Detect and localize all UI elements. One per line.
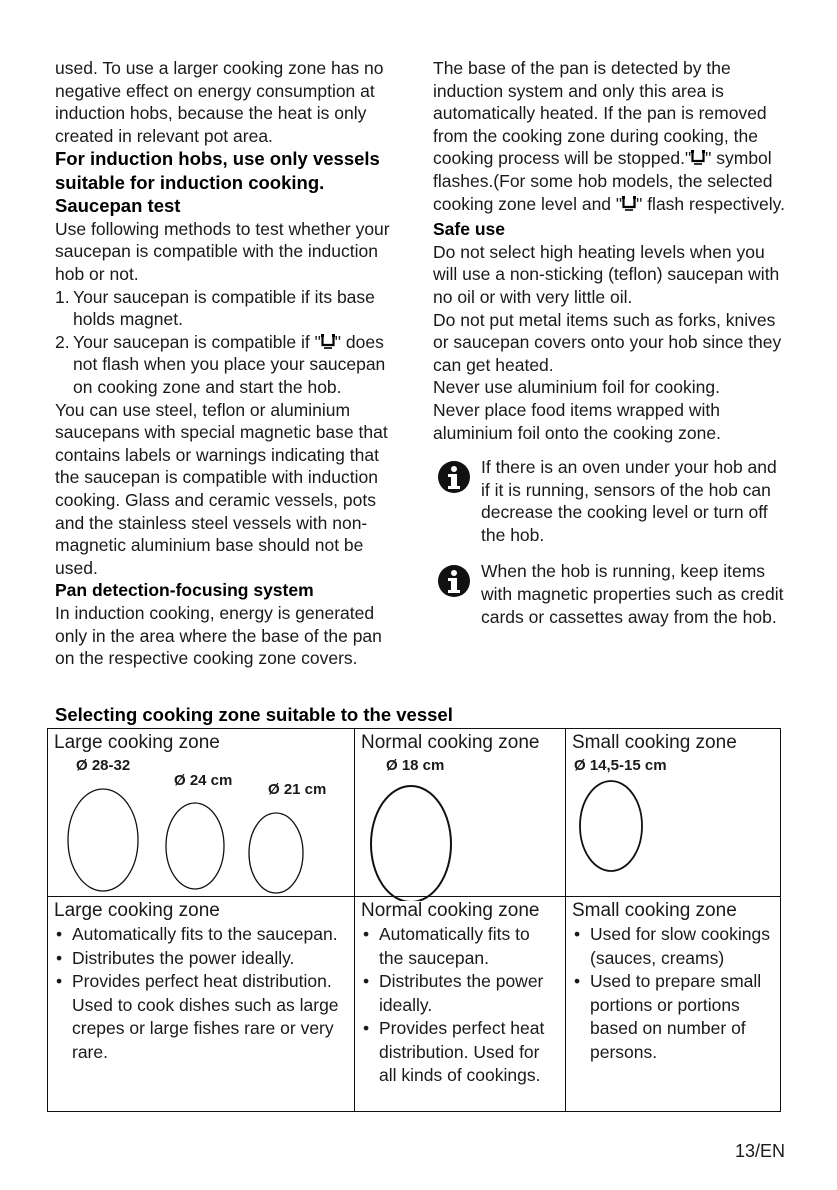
- pan-symbol-icon: [622, 196, 636, 212]
- note-text: If there is an oven under your hob and if it is running, sensors of the hob can decrease the cooking level or turn off the hob.: [481, 457, 777, 545]
- right-column: [433, 57, 788, 628]
- info-note: [433, 456, 788, 546]
- text: " symbol flashes.(For some hob models, the selected cooking zone level and ": [433, 148, 773, 214]
- bullet-list: [54, 923, 348, 1064]
- bullet-list: [361, 923, 559, 1088]
- diameter-label: Ø 18 cm: [386, 757, 445, 774]
- text: The base of the pan is detected by the induction system and only this area is automatically heated. If the pan is removed from the cooking zone during cooking, the cooking process will be stopped.": [433, 58, 767, 169]
- column-header: Small cooking zone: [572, 732, 737, 753]
- section-title: Selecting cooking zone suitable to the vessel: [55, 704, 453, 725]
- saucepan-test-list: [55, 286, 403, 399]
- safe-use-text: Never place food items wrapped with aluminium foil onto the cooking zone.: [433, 399, 721, 443]
- safe-use-heading: Safe use: [433, 219, 505, 240]
- table-cell: [48, 897, 355, 1112]
- induction-warning: For induction hobs, use only vessels suitable for induction cooking.: [55, 148, 380, 193]
- table-cell: [355, 897, 566, 1112]
- diameter-label: Ø 14,5-15 cm: [574, 757, 667, 774]
- column-header: Normal cooking zone: [361, 900, 540, 921]
- list-item: [55, 286, 403, 331]
- item-text: Your saucepan is compatible if its base holds magnet.: [73, 286, 375, 330]
- left-column: [55, 57, 403, 670]
- bullet-list: [572, 923, 774, 1064]
- column-header: Small cooking zone: [572, 900, 737, 921]
- item-number: 1.: [55, 286, 70, 307]
- info-note: [433, 560, 788, 628]
- zone-circles: [361, 731, 561, 901]
- pan-symbol-icon: [321, 334, 335, 350]
- pan-detection-heading: Pan detection-focusing system: [55, 580, 314, 601]
- safe-use-text: Never use aluminium foil for cooking.: [433, 377, 720, 398]
- list-item: • Automatically fits to the saucepan.: [54, 923, 348, 947]
- table-cell: [355, 729, 566, 897]
- list-item: • Provides perfect heat distribution. Used for all kinds of cookings.: [361, 1017, 547, 1088]
- diameter-label: Ø 28-32: [76, 757, 131, 774]
- column-header: Normal cooking zone: [361, 732, 540, 753]
- list-item: • Distributes the power ideally.: [361, 970, 547, 1017]
- normal-zone-circle: [371, 786, 451, 901]
- column-header: Large cooking zone: [54, 732, 220, 753]
- pan-detection-text: In induction cooking, energy is generated only in the area where the base of the pan on the respective cooking zone covers.: [55, 602, 382, 669]
- materials-text: You can use steel, teflon or aluminium saucepans with special magnetic base that contains labels or warnings indicating that the saucepan is compatible with induction cooking. Glass and ceramic vessels, pots and the stainless steel vessels with non-magnetic aluminium base should not be used.: [55, 399, 388, 578]
- table-row: [48, 897, 781, 1112]
- list-item: • Used to prepare small portions or portions based on number of persons.: [572, 970, 774, 1064]
- intro-text: used. To use a larger cooking zone has no negative effect on energy consumption at induction hobs, because the heat is only created in relevant pot area.: [55, 58, 384, 146]
- item-text: " does not flash when you place your saucepan on cooking zone and start the hob.: [73, 331, 386, 398]
- zone-circles: [54, 731, 354, 896]
- table-cell: [566, 897, 781, 1112]
- list-item: • Used for slow cookings (sauces, creams): [572, 923, 774, 970]
- saucepan-test-heading: Saucepan test: [55, 195, 181, 217]
- table-row: [48, 729, 781, 897]
- diameter-label: Ø 24 cm: [174, 772, 233, 789]
- list-item: • Automatically fits to the saucepan.: [361, 923, 547, 970]
- saucepan-test-intro: Use following methods to test whether your saucepan is compatible with the induction hob or not.: [55, 218, 390, 285]
- list-item: • Distributes the power ideally.: [54, 947, 348, 971]
- column-header: Large cooking zone: [54, 900, 220, 921]
- note-text: When the hob is running, keep items with magnetic properties such as credit cards or cassettes away from the hob.: [481, 561, 784, 627]
- info-icon: [437, 564, 471, 598]
- list-item: • Provides perfect heat distribution. Used to cook dishes such as large crepes or large fishes rare or very rare.: [54, 970, 348, 1064]
- safe-use-text: Do not select high heating levels when you will use a non-sticking (teflon) saucepan with no oil or with very little oil.: [433, 241, 780, 307]
- page-number: 13/EN: [734, 1141, 785, 1161]
- diameter-label: Ø 21 cm: [268, 781, 327, 798]
- cooking-zone-table: [47, 728, 781, 1112]
- medium-zone-circle: [166, 803, 224, 889]
- safe-use-text: Do not put metal items such as forks, knives or saucepan covers onto your hob since they can get heated.: [433, 309, 782, 375]
- table-cell: [48, 729, 355, 897]
- info-icon: [437, 460, 471, 494]
- zone-circles: [572, 731, 772, 896]
- small-zone-circle: [580, 781, 642, 871]
- text: " flash respectively.: [636, 193, 785, 214]
- list-item: [55, 331, 403, 399]
- pan-detection-continued: [433, 57, 788, 215]
- pan-symbol-icon: [691, 150, 705, 166]
- table-cell: [566, 729, 781, 897]
- item-text: Your saucepan is compatible if ": [73, 331, 321, 352]
- large-zone-circle: [68, 789, 138, 891]
- item-number: 2.: [55, 331, 70, 352]
- small-zone-circle: [249, 813, 303, 893]
